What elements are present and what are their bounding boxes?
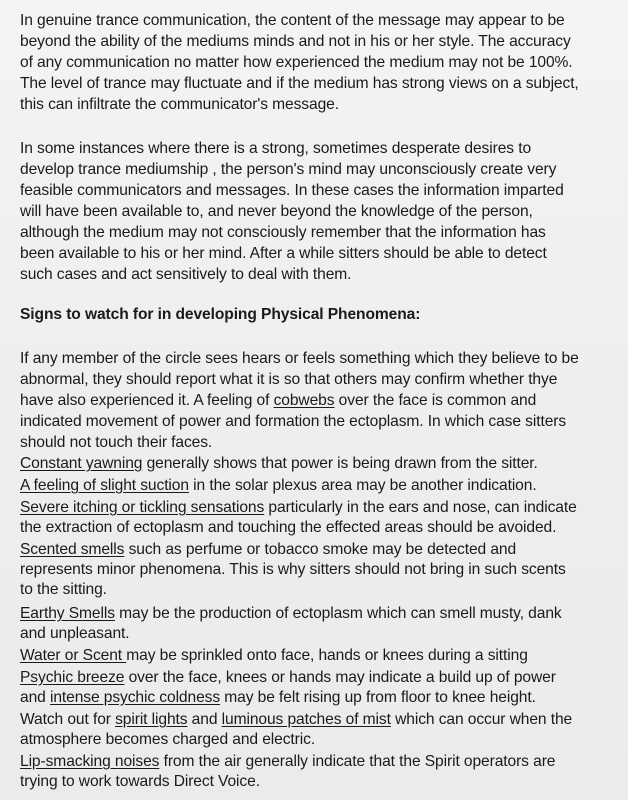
underlined-term: Severe itching or tickling sensations [20, 499, 265, 516]
sign-lights-cont: atmosphere becomes charged and electric. [20, 731, 316, 748]
text: and [20, 689, 50, 706]
text: which can occur when the [390, 711, 573, 728]
sign-scented [20, 541, 516, 559]
text: and [187, 711, 222, 728]
underlined-term: intense psychic coldness [49, 689, 221, 706]
paragraph-3-line [20, 392, 536, 410]
paragraph-2-line: such cases and act sensitively to deal with them. [20, 266, 352, 283]
underlined-term: Water or Scent [20, 647, 127, 664]
underlined-term: Scented smells [20, 541, 125, 558]
paragraph-2-line: develop trance mediumship , the person's mind may unconsciously create very [20, 161, 557, 178]
sign-itching [20, 499, 577, 517]
text: particularly in the ears and nose, can indicate [264, 499, 577, 516]
paragraph-3-line: abnormal, they should report what it is so that others may confirm whether thye [20, 371, 558, 388]
underlined-term: Earthy Smells [20, 605, 115, 622]
underlined-term: Lip-smacking noises [20, 753, 160, 770]
sign-suction [20, 477, 537, 495]
sign-earthy-cont: and unpleasant. [20, 625, 130, 642]
sign-yawning [20, 455, 538, 473]
text: over the face, knees or hands may indicate a build up of power [124, 669, 556, 686]
paragraph-1-line: of any communication no matter how experienced the medium may not be 100%. [20, 54, 573, 71]
paragraph-1-line: this can infiltrate the communicator's message. [20, 96, 339, 113]
sign-lip-cont: trying to work towards Direct Voice. [20, 773, 260, 790]
sign-water [20, 647, 528, 665]
paragraph-2-line: although the medium may not consciously remember that the information has [20, 224, 546, 241]
paragraph-3-line: should not touch their faces. [20, 434, 213, 451]
underlined-term: Psychic breeze [20, 669, 125, 686]
text: in the solar plexus area may be another indication. [188, 477, 537, 494]
text: Watch out for [20, 711, 116, 728]
text: such as perfume or tobacco smoke may be detected and [124, 541, 517, 558]
sign-scented-cont: represents minor phenomena. This is why sitters should not bring in such scents [20, 561, 566, 578]
underlined-term: luminous patches of mist [221, 711, 391, 728]
sign-lip [20, 753, 555, 771]
text: may be felt rising up from floor to knee height. [220, 689, 536, 706]
paragraph-2-line: feasible communicators and messages. In these cases the information imparted [20, 182, 564, 199]
paragraph-2-line: will have been available to, and never beyond the knowledge of the person, [20, 203, 533, 220]
paragraph-1-line: In genuine trance communication, the content of the message may appear to be [20, 12, 565, 29]
underlined-term: spirit lights [115, 711, 188, 728]
sign-breeze-cont [20, 689, 536, 707]
sign-breeze [20, 669, 556, 687]
section-heading: Signs to watch for in developing Physical Phenomena: [20, 306, 421, 323]
paragraph-3-line: indicated movement of power and formation the ectoplasm. In which case sitters [20, 413, 567, 430]
sign-earthy [20, 605, 562, 623]
paragraph-3-line: If any member of the circle sees hears or feels something which they believe to be [20, 350, 579, 367]
sign-scented-cont: to the sitting. [20, 581, 107, 598]
underlined-term: Constant yawning [20, 455, 143, 472]
underlined-term: A feeling of slight suction [20, 477, 189, 494]
text: generally shows that power is being drawn from the sitter. [142, 455, 538, 472]
paragraph-2-line: been available to his or her mind. After a while sitters should be able to detect [20, 245, 547, 262]
paragraph-2-line: In some instances where there is a strong, sometimes desperate desires to [20, 140, 532, 157]
text: have also experienced it. A feeling of [20, 392, 274, 409]
sign-itching-cont: the extraction of ectoplasm and touching the effected areas should be avoided. [20, 519, 557, 536]
text: over the face is common and [334, 392, 537, 409]
paragraph-1-line: The level of trance may fluctuate and if the medium has strong views on a subject, [20, 75, 579, 92]
text: may be sprinkled onto face, hands or knees during a sitting [126, 647, 528, 664]
sign-lights [20, 711, 572, 729]
text: from the air generally indicate that the Spirit operators are [159, 753, 556, 770]
paragraph-1-line: beyond the ability of the mediums minds and not in his or her style. The accuracy [20, 33, 571, 50]
text: may be the production of ectoplasm which can smell musty, dank [114, 605, 562, 622]
underlined-term: cobwebs [273, 392, 335, 409]
